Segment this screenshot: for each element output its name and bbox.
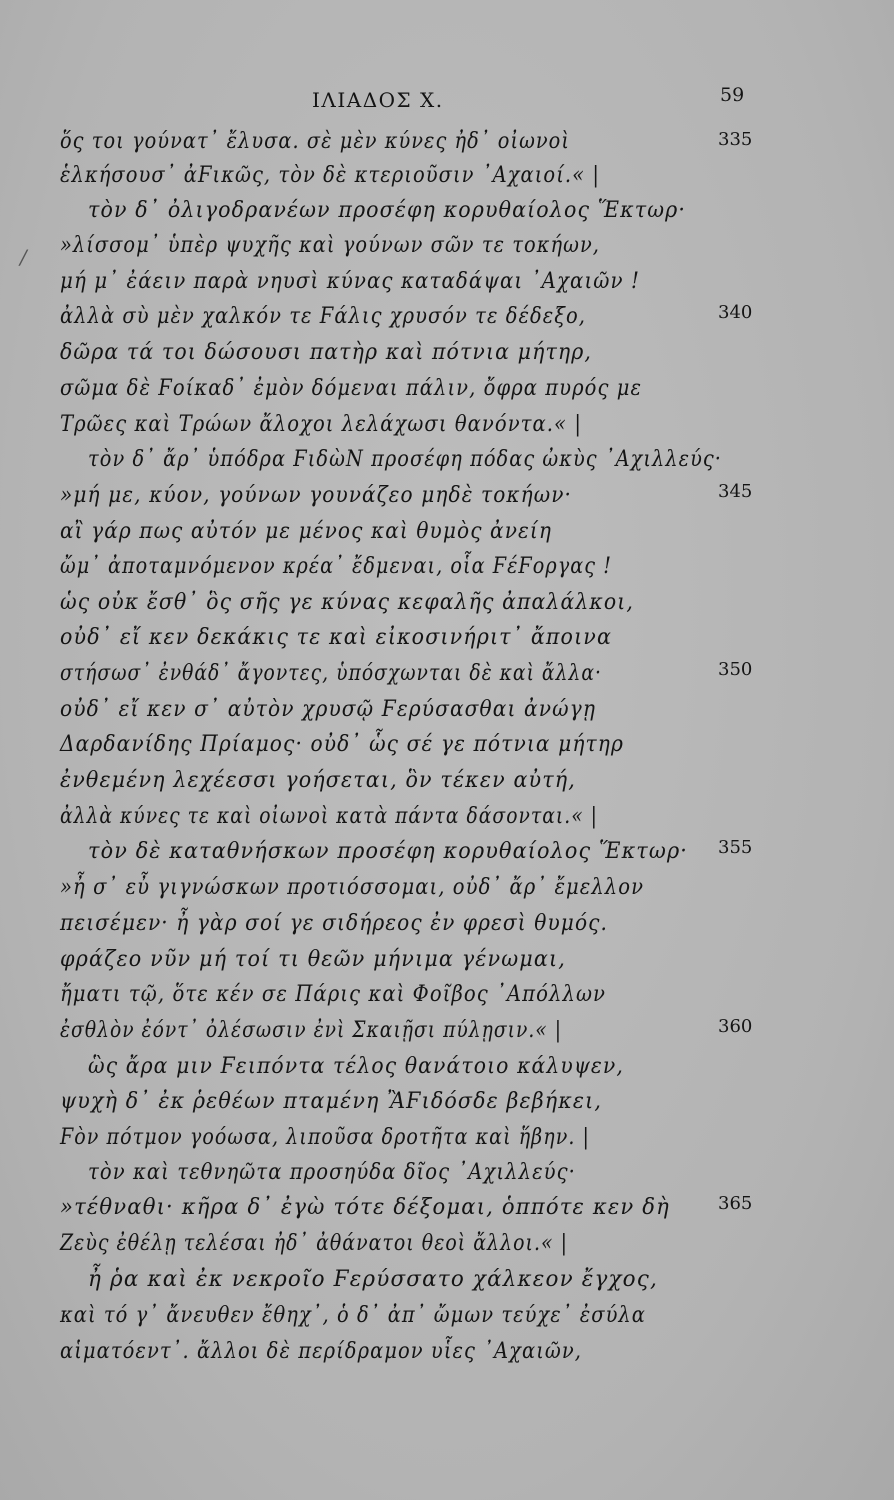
verse-line [60, 730, 860, 766]
line-number: 350 [718, 659, 753, 680]
verse-line [60, 1087, 860, 1123]
line-number: 365 [718, 1193, 753, 1214]
verse-text: ἐνθεμένη λεχέεσσι γοήσεται, ὃν τέκεν αὐτή, [60, 768, 576, 793]
verse-line [60, 623, 860, 659]
verse-line [60, 231, 860, 267]
verse-text: αἲ γάρ πως αὐτόν με μένος καὶ θυμὸς ἀνείη [60, 519, 552, 544]
verse-line [60, 196, 860, 232]
verse-line [60, 1301, 860, 1337]
verse-line [60, 1193, 860, 1229]
verse-text: ψυχὴ δ᾽ ἐκ ῥεθέων πταμένη ἊϜιδόσδε βεβήκει, [60, 1089, 603, 1114]
verse-text: Δαρδανίδης Πρίαμος· οὐδ᾽ ὧς σέ γε πότνια μήτηρ [60, 732, 624, 757]
verse-line [60, 1229, 860, 1265]
verse-text: πεισέμεν· ἦ γὰρ σοί γε σιδήρεος ἐν φρεσὶ θυμός. [60, 911, 609, 936]
verse-line [60, 410, 860, 446]
verse-text: σῶμα δὲ Ϝοίκαδ᾽ ἐμὸν δόμεναι πάλιν, ὄφρα πυρός με [60, 376, 643, 401]
verse-line [60, 302, 860, 338]
running-title: ΙΛΙΑΔΟΣ Χ. [312, 88, 444, 112]
verse-text: Ϝὸν πότμον γοόωσα, λιποῦσα δροτῆτα καὶ ἥβην. | [60, 1125, 591, 1150]
verse-text: Ζεὺς ἐθέλῃ τελέσαι ἠδ᾽ ἀθάνατοι θεοὶ ἄλλοι.« | [60, 1231, 569, 1256]
verse-text: μή μ᾽ ἐάειν παρὰ νηυσὶ κύνας καταδάψαι ᾽Αχαιῶν ! [60, 269, 641, 294]
verse-line [60, 837, 860, 873]
verse-text: τὸν δ᾽ ὀλιγοδρανέων προσέφη κορυθαίολος Ἕκτωρ· [88, 198, 687, 223]
verse-text: »ἦ σ᾽ εὖ γιγνώσκων προτιόσσομαι, οὐδ᾽ ἄρ᾽ ἔμελλον [60, 875, 645, 900]
verse-text: ἑλκήσουσ᾽ ἀϜικῶς, τὸν δὲ κτεριοῦσιν ᾽Αχαιοί.« | [60, 163, 600, 188]
verse-text: »μή με, κύον, γούνων γουνάζεο μηδὲ τοκήων· [60, 483, 573, 508]
verse-text: τὸν καὶ τεθνηῶτα προσηύδα δῖος ᾽Αχιλλεύς· [88, 1160, 576, 1185]
verse-text: αἱματόεντ᾽. ἄλλοι δὲ περίδραμον υἷες ᾽Αχαιῶν, [60, 1339, 582, 1364]
verse-line [60, 766, 860, 802]
verse-text: ὡς οὐκ ἔσθ᾽ ὃς σῆς γε κύνας κεφαλῆς ἀπαλάλκοι, [60, 590, 634, 615]
verse-line [60, 980, 860, 1016]
line-number: 335 [718, 129, 753, 150]
verse-text: φράζεο νῦν μή τοί τι θεῶν μήνιμα γένωμαι, [60, 947, 566, 972]
verse-line [60, 552, 860, 588]
verse-text: ἐσθλὸν ἐόντ᾽ ὀλέσωσιν ἐνὶ Σκαιῇσι πύλῃσιν.« | [60, 1018, 563, 1043]
verse-text: καὶ τό γ᾽ ἄνευθεν ἔθηχ᾽, ὁ δ᾽ ἀπ᾽ ὤμων τεύχε᾽ ἐσύλα [60, 1303, 646, 1328]
page-number: 59 [720, 84, 745, 106]
line-number: 355 [718, 837, 753, 858]
verse-line [60, 1016, 860, 1052]
verse-line [60, 1123, 860, 1159]
verse-text: ἀλλὰ κύνες τε καὶ οἰωνοὶ κατὰ πάντα δάσονται.« | [60, 804, 598, 829]
verse-line [60, 374, 860, 410]
verse-text: ὣς ἄρα μιν Ϝειπόντα τέλος θανάτοιο κάλυψεν, [88, 1054, 624, 1079]
verse-text: δῶρα τά τοι δώσουσι πατὴρ καὶ πότνια μήτηρ, [60, 340, 593, 365]
verse-line [60, 1265, 860, 1301]
verse-text: ἀλλὰ σὺ μὲν χαλκόν τε Ϝάλις χρυσόν τε δέδεξο, [60, 304, 587, 329]
verse-text: ἤματι τῷ, ὅτε κέν σε Πάρις καὶ Φοῖβος ᾽Απόλλων [60, 982, 606, 1007]
verse-text: Τρῶες καὶ Τρώων ἄλοχοι λελάχωσι θανόντα.« | [60, 412, 582, 437]
verse-line [60, 338, 860, 374]
verse-text: ὤμ᾽ ἀποταμνόμενον κρέα᾽ ἔδμεναι, οἷα ϜέϜοργας ! [60, 554, 612, 579]
verse-text: οὐδ᾽ εἴ κεν σ᾽ αὐτὸν χρυσῷ Ϝερύσασθαι ἀνώγῃ [60, 697, 597, 722]
verse-text: οὐδ᾽ εἴ κεν δεκάκις τε καὶ εἰκοσινήριτ᾽ ἄποινα [60, 625, 612, 650]
verse-line [60, 945, 860, 981]
verse-text: ἦ ῥα καὶ ἐκ νεκροῖο Ϝερύσσατο χάλκεον ἔγχος, [88, 1267, 658, 1292]
verse-text: »τέθναθι· κῆρα δ᾽ ἐγὼ τότε δέξομαι, ὁππότε κεν δὴ [60, 1195, 670, 1220]
verse-line [60, 873, 860, 909]
pencil-margin-mark: / [20, 245, 27, 269]
line-number: 360 [718, 1016, 753, 1037]
verse-line [60, 695, 860, 731]
verse-line [60, 588, 860, 624]
verse-line [60, 445, 860, 481]
verse-line [60, 1337, 860, 1373]
verse-line [60, 161, 860, 197]
verse-text: τὸν δὲ καταθνήσκων προσέφη κορυθαίολος Ἕκτωρ· [88, 839, 689, 864]
line-number: 340 [718, 302, 753, 323]
running-head [0, 84, 894, 118]
verse-line [60, 1052, 860, 1088]
verse-text: στήσωσ᾽ ἐνθάδ᾽ ἄγοντες, ὑπόσχωνται δὲ καὶ ἄλλα· [60, 661, 602, 686]
verse-line [60, 909, 860, 945]
verse-line [60, 127, 860, 163]
verse-line [60, 481, 860, 517]
verse-line [60, 517, 860, 553]
line-number: 345 [718, 481, 753, 502]
verse-text: »λίσσομ᾽ ὑπὲρ ψυχῆς καὶ γούνων σῶν τε τοκήων, [60, 233, 601, 258]
verse-line [60, 659, 860, 695]
verse-text: τὸν δ᾽ ἄρ᾽ ὑπόδρα ϜιδὼΝ προσέφη πόδας ὠκὺς ᾽Αχιλλεύς· [88, 447, 723, 472]
verse-text: ὅς τοι γούνατ᾽ ἔλυσα. σὲ μὲν κύνες ἠδ᾽ οἰωνοὶ [60, 129, 570, 154]
